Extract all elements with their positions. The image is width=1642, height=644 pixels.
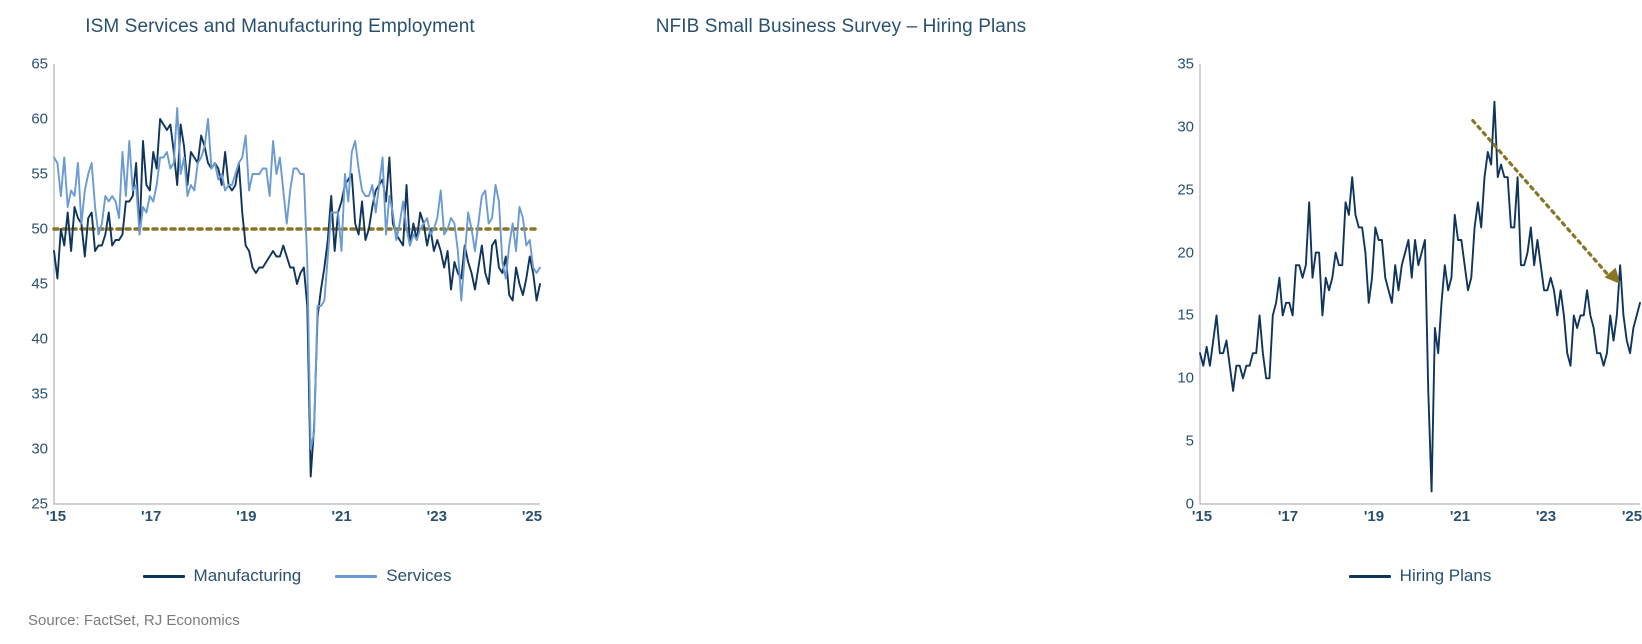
legend-ism	[54, 566, 540, 586]
legend-item[interactable]	[1349, 566, 1492, 586]
x-axis-tick: '25	[1621, 508, 1642, 525]
x-axis-tick: '17	[141, 508, 162, 525]
x-axis-tick: '21	[1449, 508, 1471, 525]
plot-area-ism	[54, 64, 540, 504]
y-axis-tick: 25	[31, 495, 48, 513]
chart-title-nfib: NFIB Small Business Survey – Hiring Plans	[655, 16, 1027, 37]
axis-lines	[1200, 64, 1640, 504]
series-line	[1200, 102, 1640, 492]
x-axis-tick: '15	[45, 508, 67, 525]
y-axis-tick: 15	[1177, 306, 1194, 324]
y-axis-nfib	[1150, 55, 1194, 513]
legend-label: Services	[386, 566, 452, 585]
legend-swatch	[1349, 575, 1391, 578]
trend-arrow-shaft	[1473, 121, 1608, 275]
y-axis-tick: 0	[1185, 495, 1194, 513]
x-axis-tick: '25	[521, 508, 543, 525]
legend-swatch	[335, 575, 377, 578]
y-axis-tick: 35	[1177, 55, 1194, 73]
legend-swatch	[143, 575, 185, 578]
x-axis-tick: '19	[236, 508, 257, 525]
y-axis-tick: 55	[31, 165, 48, 183]
y-axis-tick: 40	[31, 330, 48, 348]
source-note: Source: FactSet, RJ Economics	[28, 612, 240, 629]
x-axis-tick: '23	[1535, 508, 1557, 525]
chart-panel-nfib	[570, 0, 1642, 644]
y-axis-tick: 5	[1185, 432, 1194, 450]
y-axis-tick: 30	[1177, 118, 1194, 136]
x-axis-tick: '17	[1277, 508, 1299, 525]
x-axis-tick: '19	[1363, 508, 1385, 525]
legend-item[interactable]	[335, 566, 451, 586]
chart-panel-ism	[0, 0, 570, 644]
x-axis-nfib	[1191, 508, 1642, 532]
legend-item[interactable]	[143, 566, 302, 586]
y-axis-tick: 50	[31, 220, 48, 238]
y-axis-tick: 45	[31, 275, 48, 293]
chart-title-ism: ISM Services and Manufacturing Employment	[85, 16, 475, 37]
trend-arrow-head	[1605, 268, 1621, 284]
legend-nfib	[1200, 566, 1640, 586]
y-axis-tick: 25	[1177, 181, 1194, 199]
y-axis-tick: 35	[31, 385, 48, 403]
x-axis-tick: '21	[331, 508, 352, 525]
y-axis-tick: 10	[1177, 369, 1194, 387]
x-axis-tick: '15	[1191, 508, 1213, 525]
y-axis-tick: 60	[31, 110, 48, 128]
x-axis-tick: '23	[426, 508, 447, 525]
legend-label: Hiring Plans	[1399, 566, 1492, 585]
x-axis-ism	[45, 508, 543, 532]
y-axis-tick: 30	[31, 440, 48, 458]
series-line	[54, 108, 540, 449]
y-axis-ism	[4, 55, 48, 513]
plot-area-nfib	[1200, 64, 1640, 504]
y-axis-tick: 65	[31, 55, 48, 73]
legend-label: Manufacturing	[193, 566, 302, 585]
y-axis-tick: 20	[1177, 244, 1194, 262]
